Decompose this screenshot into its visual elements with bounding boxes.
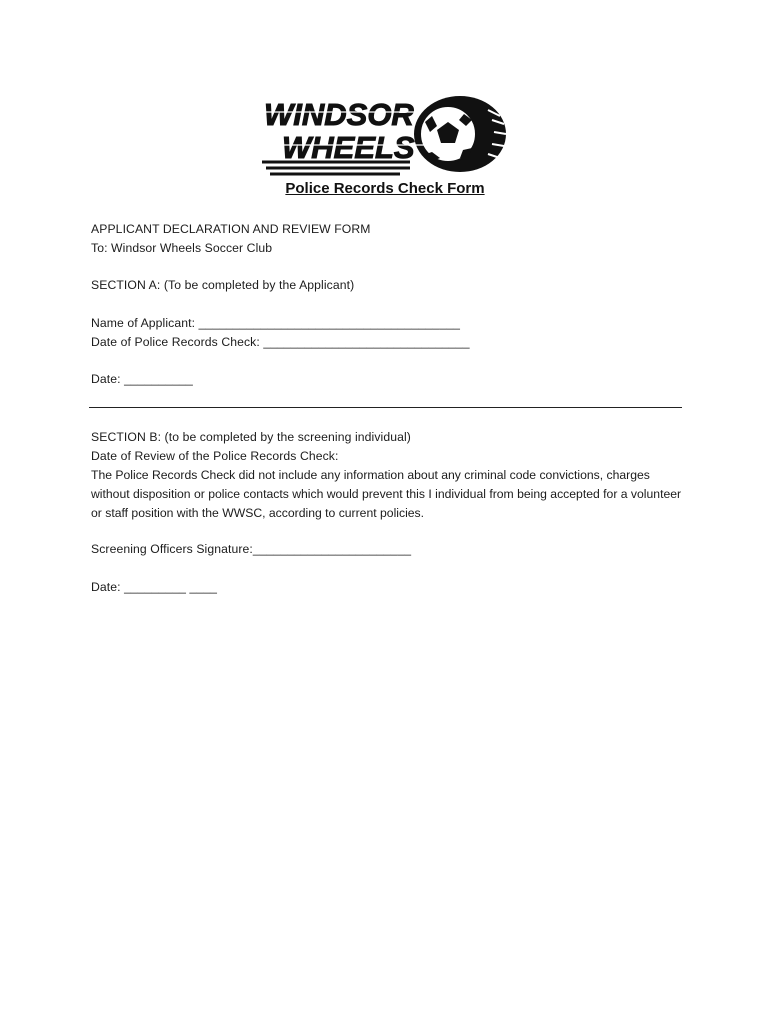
recipient-line: To: Windsor Wheels Soccer Club (91, 241, 273, 255)
page-title: Police Records Check Form (285, 180, 485, 197)
section-a-heading: SECTION A: (To be completed by the Applicant) (91, 278, 355, 292)
logo-line1: WINDSOR (264, 97, 414, 132)
date-of-check-field[interactable]: Date of Police Records Check: ______________________________ (91, 335, 470, 349)
declaration-heading: APPLICANT DECLARATION AND REVIEW FORM (91, 222, 371, 236)
section-a-date-field[interactable]: Date: __________ (91, 372, 193, 386)
tire-ball-icon (414, 96, 506, 172)
review-statement: The Police Records Check did not include any information about any criminal code convictions, charges without disposition or police contacts which would prevent this I individual from being accepted for a volunteer or staff position with the WWSC, according to current policies. (91, 468, 682, 520)
section-b-date-field[interactable]: Date: _________ ____ (91, 580, 218, 594)
windsor-wheels-logo (260, 92, 510, 178)
name-of-applicant-field[interactable]: Name of Applicant: ______________________________________ (91, 316, 460, 330)
date-of-review-label: Date of Review of the Police Records Check: (91, 449, 339, 463)
logo-line2: WHEELS (282, 130, 415, 165)
signature-field[interactable]: Screening Officers Signature:_______________________ (91, 542, 412, 556)
section-b-heading: SECTION B: (to be completed by the screening individual) (91, 430, 411, 444)
section-divider (89, 407, 682, 408)
